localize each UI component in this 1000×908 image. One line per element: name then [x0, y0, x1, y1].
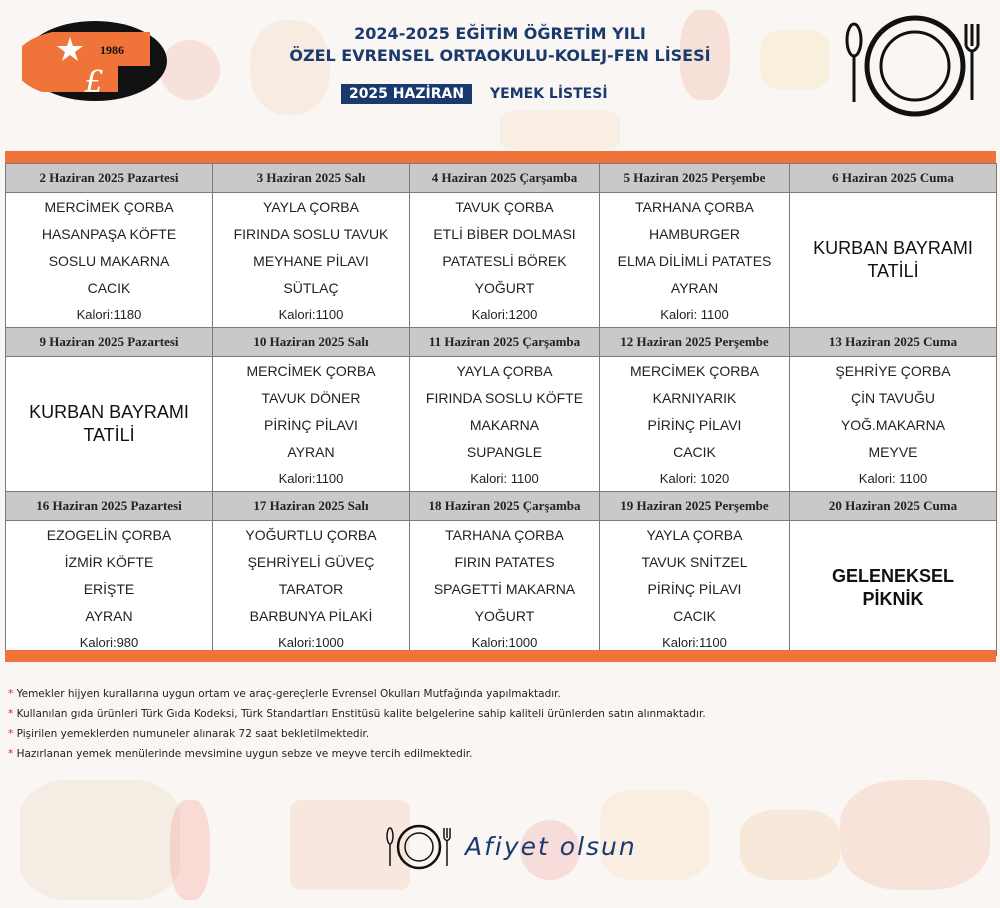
menu-item: BARBUNYA PİLAKİ [249, 608, 373, 624]
day-menu-cell [600, 193, 790, 328]
menu-table [5, 163, 997, 656]
menu-item: KARNIYARIK [652, 390, 737, 406]
day-date: 18 Haziran 2025 Çarşamba [410, 492, 600, 521]
menu-items [600, 357, 789, 491]
menu-item: TARHANA ÇORBA [635, 199, 754, 215]
special-note: KURBAN BAYRAMI [29, 402, 189, 422]
calorie-value: Kalori:1100 [278, 471, 344, 486]
menu-item: FIRIN PATATES [454, 554, 555, 570]
logo-letter: £ [84, 65, 104, 100]
menu-item: ERİŞTE [83, 581, 135, 597]
menu-item: PİRİNÇ PİLAVI [647, 417, 742, 433]
notes-list [8, 684, 988, 764]
top-accent-bar [5, 151, 996, 163]
calorie-value: Kalori:1000 [278, 635, 344, 650]
menu-item: MEYHANE PİLAVI [253, 253, 369, 269]
menu-items [410, 357, 599, 491]
day-menu-cell [790, 521, 997, 656]
calorie-value: Kalori:980 [79, 635, 139, 650]
menu-item: AYRAN [670, 280, 719, 296]
menu-item: TARHANA ÇORBA [445, 527, 564, 543]
header-title-year: 2024-2025 EĞİTİM ÖĞRETİM YILI [354, 24, 646, 43]
menu-item: MAKARNA [469, 417, 540, 433]
week-menu-row [6, 521, 997, 656]
special-note: TATİLİ [83, 425, 135, 445]
menu-item: TARATOR [278, 581, 344, 597]
day-menu-cell [410, 357, 600, 492]
menu-item: PİRİNÇ PİLAVI [647, 581, 742, 597]
note-marker: * [8, 708, 14, 720]
note-marker: * [8, 748, 14, 760]
menu-items [790, 357, 996, 491]
day-menu-cell [213, 193, 410, 328]
note-item: * Hazırlanan yemek menülerinde mevsimine uygun sebze ve meyve tercih edilmektedir. [8, 748, 473, 760]
menu-items [213, 357, 409, 491]
day-date: 20 Haziran 2025 Cuma [790, 492, 997, 521]
calorie-value: Kalori:1180 [76, 307, 142, 322]
note-item: * Kullanılan gıda ürünleri Türk Gıda Kodeksi, Türk Standartları Enstitüsü kalite belgelerine sahip kaliteli ürünlerden satın alınmaktadır. [8, 708, 706, 720]
menu-item: MEYVE [868, 444, 918, 460]
menu-items [410, 193, 599, 327]
menu-item: CACIK [87, 280, 131, 296]
day-menu-cell [600, 521, 790, 656]
week-menu-row [6, 193, 997, 328]
menu-item: TAVUK DÖNER [261, 390, 361, 406]
menu-item: ETLİ BİBER DOLMASI [433, 226, 576, 242]
week-header-row [6, 328, 997, 357]
week-menu-row [6, 357, 997, 492]
menu-item: AYRAN [287, 444, 335, 460]
day-date: 11 Haziran 2025 Çarşamba [410, 328, 600, 357]
footer-text: Afiyet olsun [465, 832, 637, 861]
menu-items [600, 521, 789, 655]
menu-item: TAVUK SNİTZEL [641, 554, 748, 570]
menu-item: ŞEHRİYELİ GÜVEÇ [247, 554, 375, 570]
menu-item: YOĞURTLU ÇORBA [245, 527, 377, 543]
menu-item: MERCİMEK ÇORBA [246, 363, 376, 379]
day-menu-cell [600, 357, 790, 492]
menu-item: FIRINDA SOSLU KÖFTE [425, 390, 584, 406]
day-menu-cell [6, 193, 213, 328]
note-item: * Yemekler hijyen kurallarına uygun ortam ve araç-gereçlerle Evrensel Okulları Mutfağında yapılmaktadır. [8, 688, 561, 700]
menu-item: MERCİMEK ÇORBA [44, 199, 174, 215]
calorie-value: Kalori: 1020 [659, 471, 730, 486]
calorie-value: Kalori: 1100 [470, 471, 539, 486]
special-note: TATİLİ [867, 261, 919, 281]
day-date: 4 Haziran 2025 Çarşamba [410, 164, 600, 193]
special-note: KURBAN BAYRAMI [813, 238, 973, 258]
menu-item: SUPANGLE [466, 444, 543, 460]
calorie-value: Kalori:1100 [278, 307, 344, 322]
menu-item: ÇİN TAVUĞU [850, 390, 935, 406]
special-note: PİKNİK [862, 589, 924, 609]
day-date: 9 Haziran 2025 Pazartesi [6, 328, 213, 357]
plate-fork-knife-icon [840, 10, 990, 122]
day-menu-cell [213, 357, 410, 492]
menu-item: YOĞ.MAKARNA [840, 417, 946, 433]
menu-item: TAVUK ÇORBA [455, 199, 554, 215]
day-date: 19 Haziran 2025 Perşembe [600, 492, 790, 521]
menu-item: MERCİMEK ÇORBA [629, 363, 760, 379]
day-date: 6 Haziran 2025 Cuma [790, 164, 997, 193]
day-menu-cell [790, 193, 997, 328]
menu-item: SÜTLAÇ [283, 280, 339, 296]
menu-items [600, 193, 789, 327]
calorie-value: Kalori:1200 [471, 307, 538, 322]
day-date: 5 Haziran 2025 Perşembe [600, 164, 790, 193]
menu-item: YAYLA ÇORBA [456, 363, 553, 379]
day-date: 17 Haziran 2025 Salı [213, 492, 410, 521]
list-title: YEMEK LİSTESİ [490, 86, 608, 102]
menu-item: SPAGETTİ MAKARNA [433, 581, 576, 597]
special-note: GELENEKSEL [831, 566, 955, 586]
week-header-row [6, 492, 997, 521]
day-menu-cell [6, 357, 213, 492]
menu-items [213, 521, 409, 655]
menu-item: HASANPAŞA KÖFTE [41, 226, 177, 242]
calorie-value: Kalori:1100 [662, 635, 727, 650]
day-date: 12 Haziran 2025 Perşembe [600, 328, 790, 357]
header-title-school: ÖZEL EVRENSEL ORTAOKULU-KOLEJ-FEN LİSESİ [289, 46, 711, 65]
menu-items [6, 521, 212, 655]
menu-item: CACIK [673, 608, 716, 624]
day-menu-cell [410, 521, 600, 656]
menu-item: ŞEHRİYE ÇORBA [835, 363, 951, 379]
plate-fork-knife-icon [384, 822, 454, 872]
day-menu-cell [6, 521, 213, 656]
note-item: * Pişirilen yemeklerden numuneler alınarak 72 saat bekletilmektedir. [8, 728, 370, 740]
note-marker: * [8, 688, 14, 700]
menu-item: PATATESLİ BÖREK [442, 253, 567, 269]
day-date: 16 Haziran 2025 Pazartesi [6, 492, 213, 521]
menu-item: AYRAN [85, 608, 133, 624]
day-date: 13 Haziran 2025 Cuma [790, 328, 997, 357]
logo-year: 1986 [100, 43, 124, 57]
menu-item: EZOGELİN ÇORBA [46, 527, 172, 543]
day-date: 10 Haziran 2025 Salı [213, 328, 410, 357]
day-date: 3 Haziran 2025 Salı [213, 164, 410, 193]
menu-item: FIRINDA SOSLU TAVUK [233, 226, 389, 242]
bottom-accent-bar [5, 650, 996, 662]
note-marker: * [8, 728, 14, 740]
month-badge: 2025 HAZİRAN [341, 84, 472, 104]
day-date: 2 Haziran 2025 Pazartesi [6, 164, 213, 193]
day-menu-cell [410, 193, 600, 328]
calorie-value: Kalori: 1100 [858, 471, 928, 486]
calorie-value: Kalori:1000 [471, 635, 538, 650]
menu-items [213, 193, 409, 327]
day-menu-cell [790, 357, 997, 492]
menu-item: SOSLU MAKARNA [48, 253, 170, 269]
menu-items [6, 193, 212, 327]
menu-item: YAYLA ÇORBA [263, 199, 359, 215]
menu-item: YOĞURT [474, 608, 535, 624]
menu-item: İZMİR KÖFTE [64, 554, 154, 570]
menu-item: CACIK [673, 444, 716, 460]
week-header-row [6, 164, 997, 193]
header [0, 0, 1000, 150]
menu-items [410, 521, 599, 655]
menu-item: YAYLA ÇORBA [646, 527, 743, 543]
menu-item: PİRİNÇ PİLAVI [264, 417, 358, 433]
menu-item: ELMA DİLİMLİ PATATES [617, 253, 772, 269]
menu-item: HAMBURGER [648, 226, 740, 242]
day-menu-cell [213, 521, 410, 656]
calorie-value: Kalori: 1100 [660, 307, 729, 322]
menu-item: YOĞURT [474, 280, 535, 296]
